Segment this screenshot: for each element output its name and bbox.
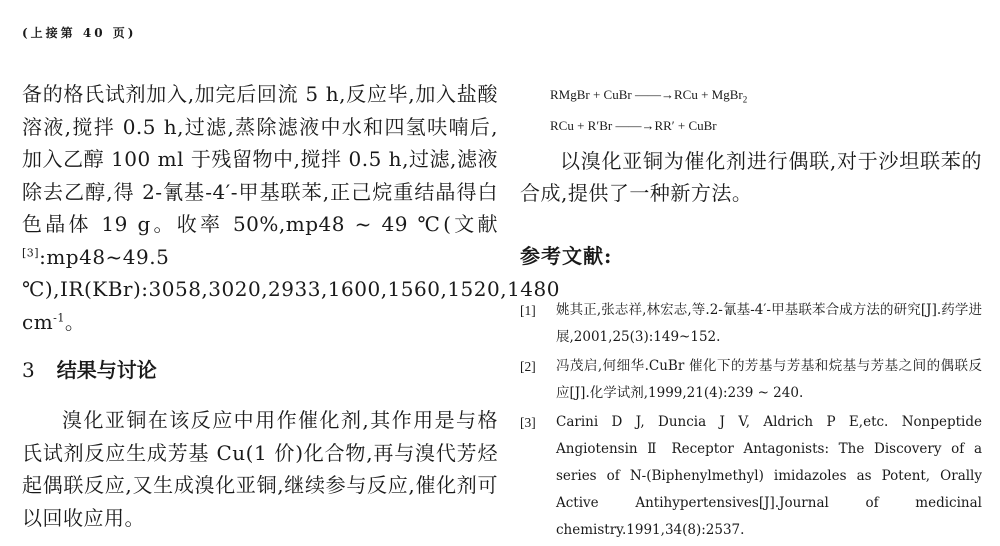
products: RCu + MgBr [673,87,743,102]
left-column [22,78,560,534]
experimental-paragraph [22,78,560,338]
reference-text: 姚其正,张志祥,林宏志,等.2-氰基-4′-甲基联苯合成方法的研究[J].药学进展,2001,25(3):149~152. [556,301,982,345]
reference-index: [2] [520,358,536,374]
right-column [520,82,982,546]
paragraph-text-tail: :mp48~49.5 ℃),IR(KBr):3058,3020,2933,1600,1560,1520,1480 cm [22,244,560,334]
reaction-equation-2 [550,113,982,139]
paragraph-text: 备的格氏试剂加入,加完后回流 5 h,反应毕,加入盐酸溶液,搅拌 0.5 h,过滤,蒸除滤液中水和四氢呋喃后,加入乙醇 100 ml 于残留物中,搅拌 0.5 h,过滤,滤液除去乙醇,得 2-氰基-4′-甲基联苯,正己烷重结晶得白色晶体 19 g。收率 50%,mp48 ~ 49 ℃(文献 [22,82,498,236]
subscript: 2 [742,94,748,105]
reaction-arrow: ——→ [634,87,674,102]
reference-index: [3] [520,414,536,430]
reaction-equation-1 [550,82,982,113]
unit-superscript: -1 [53,310,65,324]
reference-item [520,409,982,544]
reactants: RCu + R′Br [550,117,616,133]
reference-text: 冯茂启,何细华.CuBr 催化下的芳基与芳基和烷基与芳基之间的偶联反应[J].化学试剂,1999,21(4):239 ~ 240. [556,357,982,401]
section-title: 结果与讨论 [56,358,157,382]
reactants: RMgBr + CuBr [550,87,635,102]
reaction-arrow: ——→ [615,117,655,133]
section-heading [22,356,498,384]
reference-text: Carini D J, Duncia J V, Aldrich P E,etc. Nonpeptide Angiotensin Ⅱ Receptor Antagonists: The Discovery of a series of N-(Biphenylmethyl) imidazoles as Potent, Orally Active Antihypertensives[J].Journal of medicinal chemistry.1991,34(8):2537. [556,413,982,538]
section-number: 3 [22,358,35,382]
reference-index: [1] [520,302,536,318]
references-heading: 参考文献: [520,243,613,268]
products: RR′ + CuBr [654,117,717,133]
reference-item [520,353,982,407]
continued-from-note: (上接第 40 页) [22,26,137,40]
paragraph-end: 。 [64,309,86,334]
citation-marker: [3] [22,245,40,259]
reference-item [520,297,982,351]
reference-list [520,297,982,544]
discussion-paragraph: 溴化亚铜在该反应中用作催化剂,其作用是与格氏试剂反应生成芳基 Cu(1 价)化合物,再与溴代芳烃起偶联反应,又生成溴化亚铜,继续参与反应,催化剂可以回收应用。 [22,408,498,530]
conclusion-paragraph: 以溴化亚铜为催化剂进行偶联,对于沙坦联苯的合成,提供了一种新方法。 [520,148,982,206]
